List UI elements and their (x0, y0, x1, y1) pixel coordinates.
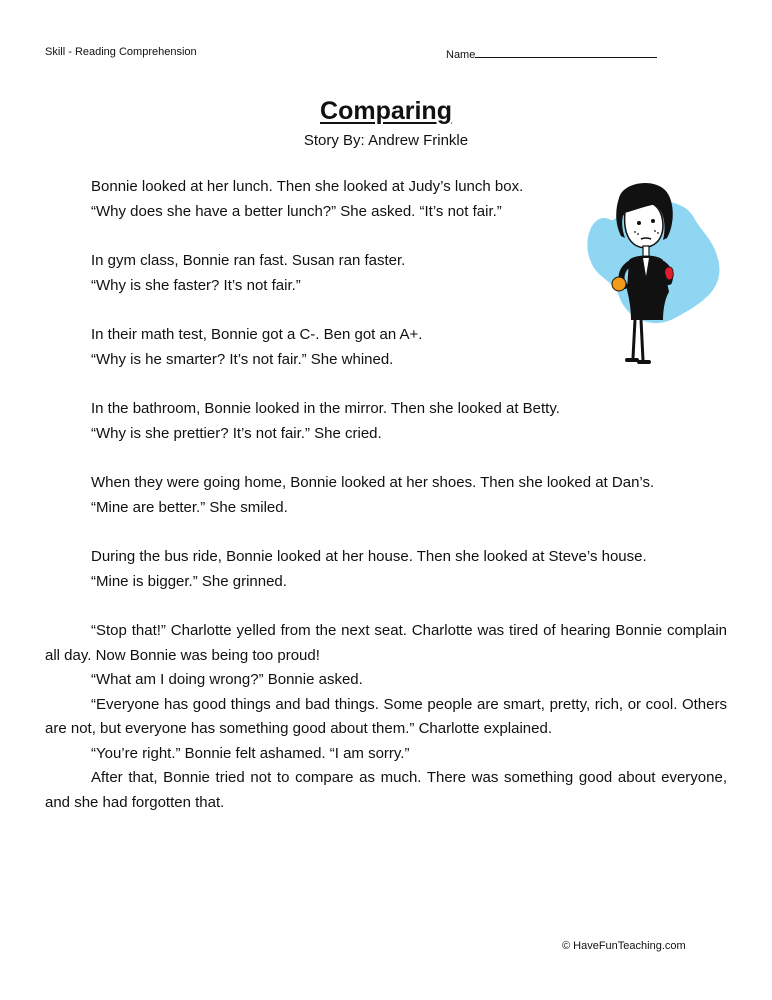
name-label: Name (446, 49, 476, 61)
story-paragraph: After that, Bonnie tried not to compare as much. There was something good about everyone, and she had forgotten that. (45, 769, 727, 811)
story-line: When they were going home, Bonnie looked at her shoes. Then she looked at Dan’s. (91, 474, 655, 491)
story-line: “Mine is bigger.” She grinned. (91, 572, 287, 590)
skill-label: Skill - Reading Comprehension (45, 46, 197, 58)
story-line: Bonnie looked at her lunch. Then she looked at Judy’s lunch box. (91, 178, 524, 195)
story-line: In their math test, Bonnie got a C-. Ben got an A+. (91, 326, 423, 343)
story-paragraph: “You’re right.” Bonnie felt ashamed. “I am sorry.” (91, 744, 410, 762)
story-paragraph: “Stop that!” Charlotte yelled from the next seat. Charlotte was tired of hearing Bonnie complain all day. Now Bonnie was being too proud! (45, 622, 727, 664)
story-line: “Why is she faster? It’s not fair.” (91, 276, 301, 294)
story-line: “Why is he smarter? It’s not fair.” She whined. (91, 350, 394, 368)
story-paragraph: “What am I doing wrong?” Bonnie asked. (91, 671, 363, 688)
story-line: In the bathroom, Bonnie looked in the mirror. Then she looked at Betty. (91, 400, 560, 417)
page-title (0, 97, 772, 126)
copyright-footer: © HaveFunTeaching.com (562, 940, 686, 952)
story-line: In gym class, Bonnie ran fast. Susan ran faster. (91, 252, 406, 269)
name-blank-line (475, 46, 657, 58)
story-paragraph: “Everyone has good things and bad things. Some people are smart, pretty, rich, or cool. Others are not, but everyone has something good about them.” Charlotte explained. (45, 695, 727, 737)
story-line: “Mine are better.” She smiled. (91, 498, 288, 516)
title-text: Comparing (320, 97, 452, 125)
story-byline: Story By: Andrew Frinkle (303, 132, 469, 149)
story-line: During the bus ride, Bonnie looked at her house. Then she looked at Steve’s house. (91, 548, 647, 565)
story-line: “Why does she have a better lunch?” She asked. “It’s not fair.” (91, 202, 502, 220)
name-field (446, 46, 657, 61)
story-text (45, 175, 727, 815)
story-line: “Why is she prettier? It’s not fair.” She cried. (91, 424, 382, 442)
